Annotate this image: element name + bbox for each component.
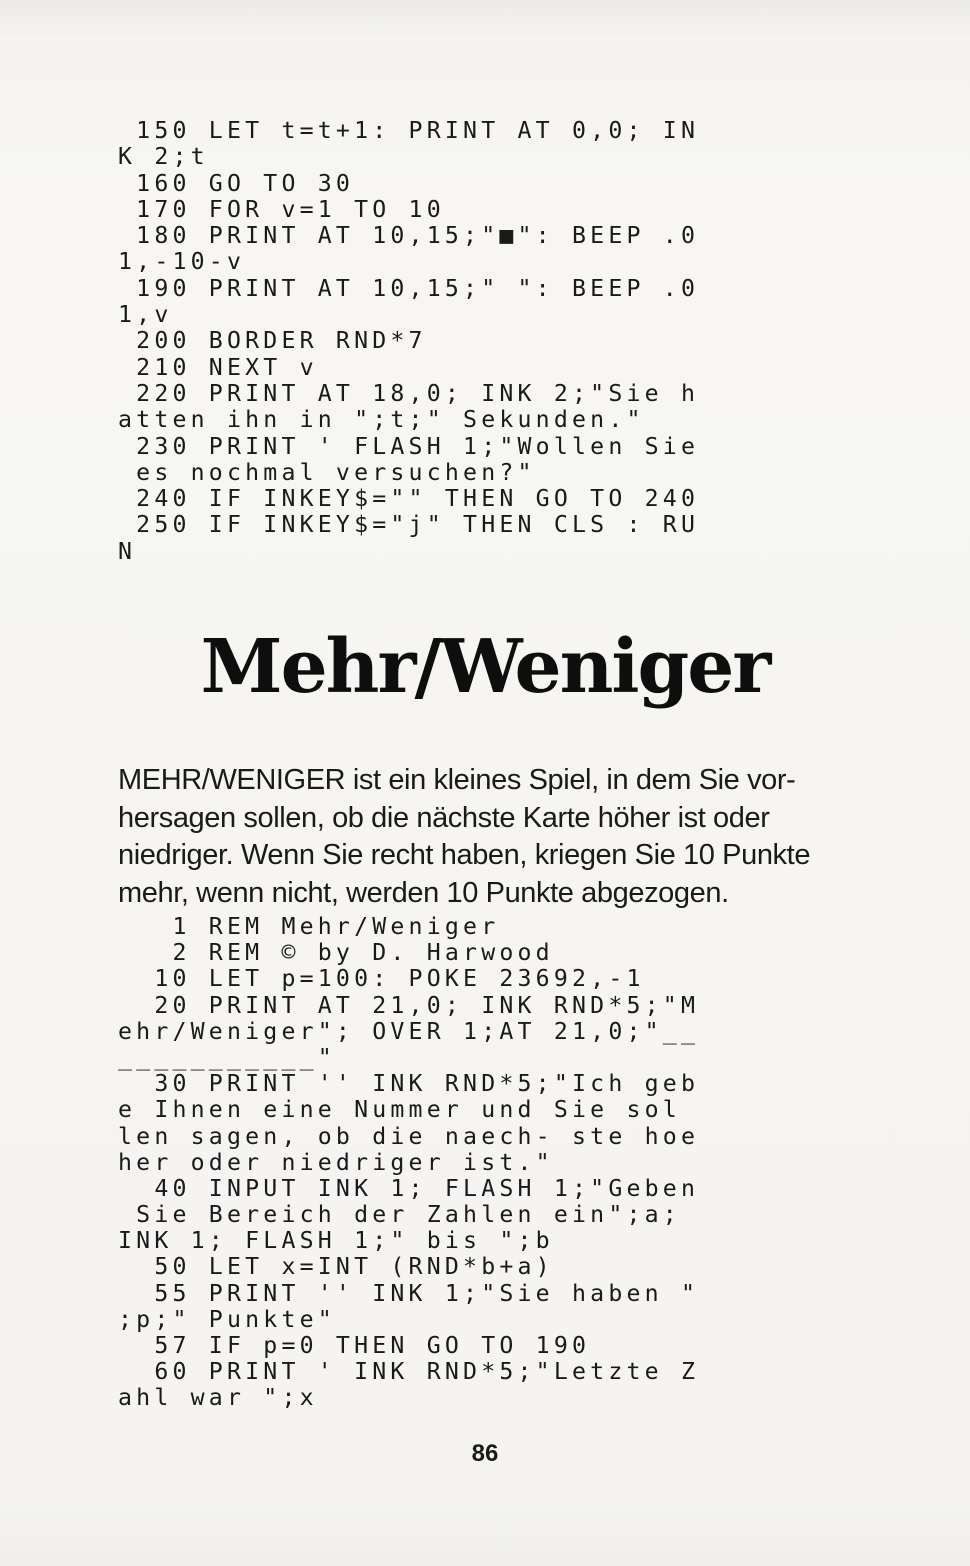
code-line: len sagen, ob die naech- ste hoe xyxy=(118,1122,700,1150)
paragraph-line: hersagen sollen, ob die nächste Karte höher ist oder xyxy=(118,801,770,834)
code-line: ___________" xyxy=(118,1043,336,1071)
code-line: 220 PRINT AT 18,0; INK 2;"Sie h xyxy=(118,379,700,407)
code-line: 230 PRINT ' FLASH 1;"Wollen Sie xyxy=(118,432,700,460)
code-line: es nochmal versuchen?" xyxy=(118,458,536,486)
code-line: 250 IF INKEY$="j" THEN CLS : RU xyxy=(118,511,700,539)
code-line: 1 REM Mehr/Weniger xyxy=(118,913,500,940)
paragraph-line: niedriger. Wenn Sie recht haben, kriegen Sie 10 Punkte xyxy=(118,839,811,871)
code-line: 210 NEXT v xyxy=(118,353,318,381)
code-line: 160 GO TO 30 xyxy=(118,169,355,197)
code-line: 50 LET x=INT (RND*b+a) xyxy=(118,1253,554,1281)
code-line: 57 IF p=0 THEN GO TO 190 xyxy=(118,1332,591,1359)
code-line: Sie Bereich der Zahlen ein";a; xyxy=(118,1201,681,1229)
code-line: 1,v xyxy=(118,301,173,329)
code-line: 1,-10-v xyxy=(118,248,246,276)
code-line: e Ihnen eine Nummer und Sie sol xyxy=(118,1096,681,1124)
code-line: 10 LET p=100: POKE 23692,-1 xyxy=(118,965,645,993)
code-line: atten ihn in ";t;" Sekunden." xyxy=(118,406,645,434)
section-heading: Mehr/Weniger xyxy=(200,624,770,710)
code-line: 60 PRINT ' INK RND*5;"Letzte Z xyxy=(118,1358,700,1386)
code-line: 150 LET t=t+1: PRINT AT 0,0; IN xyxy=(118,117,700,144)
paragraph-line: mehr, wenn nicht, werden 10 Punkte abgezogen. xyxy=(118,876,729,909)
code-line: 20 PRINT AT 21,0; INK RND*5;"M xyxy=(118,991,700,1019)
code-line: ;p;" Punkte" xyxy=(118,1305,336,1333)
code-line: 40 INPUT INK 1; FLASH 1;"Geben xyxy=(118,1174,700,1202)
code-line: her oder niedriger ist." xyxy=(118,1148,554,1176)
code-line: 240 IF INKEY$="" THEN GO TO 240 xyxy=(118,485,700,513)
code-line: ehr/Weniger"; OVER 1;AT 21,0;"__ xyxy=(118,1017,700,1045)
code-line: 2 REM © by D. Harwood xyxy=(118,939,554,967)
code-line: ahl war ";x xyxy=(118,1384,318,1412)
code-listing-top xyxy=(118,118,758,565)
code-listing-bottom xyxy=(118,914,758,1412)
code-line: INK 1; FLASH 1;" bis ";b xyxy=(118,1227,554,1255)
code-line: 180 PRINT AT 10,15;"■": BEEP .0 xyxy=(118,222,700,250)
code-line: 170 FOR v=1 TO 10 xyxy=(118,195,445,223)
code-line: 200 BORDER RND*7 xyxy=(118,327,427,355)
code-line: 30 PRINT '' INK RND*5;"Ich geb xyxy=(118,1070,700,1098)
code-line: N xyxy=(118,537,137,565)
paragraph-line: MEHR/WENIGER ist ein kleines Spiel, in dem Sie vor- xyxy=(118,764,796,796)
code-line: 190 PRINT AT 10,15;" ": BEEP .0 xyxy=(118,274,700,302)
code-line: K 2;t xyxy=(118,143,209,171)
intro-paragraph xyxy=(118,762,848,912)
page-number: 86 xyxy=(471,1440,499,1467)
code-line: 55 PRINT '' INK 1;"Sie haben " xyxy=(118,1279,700,1307)
